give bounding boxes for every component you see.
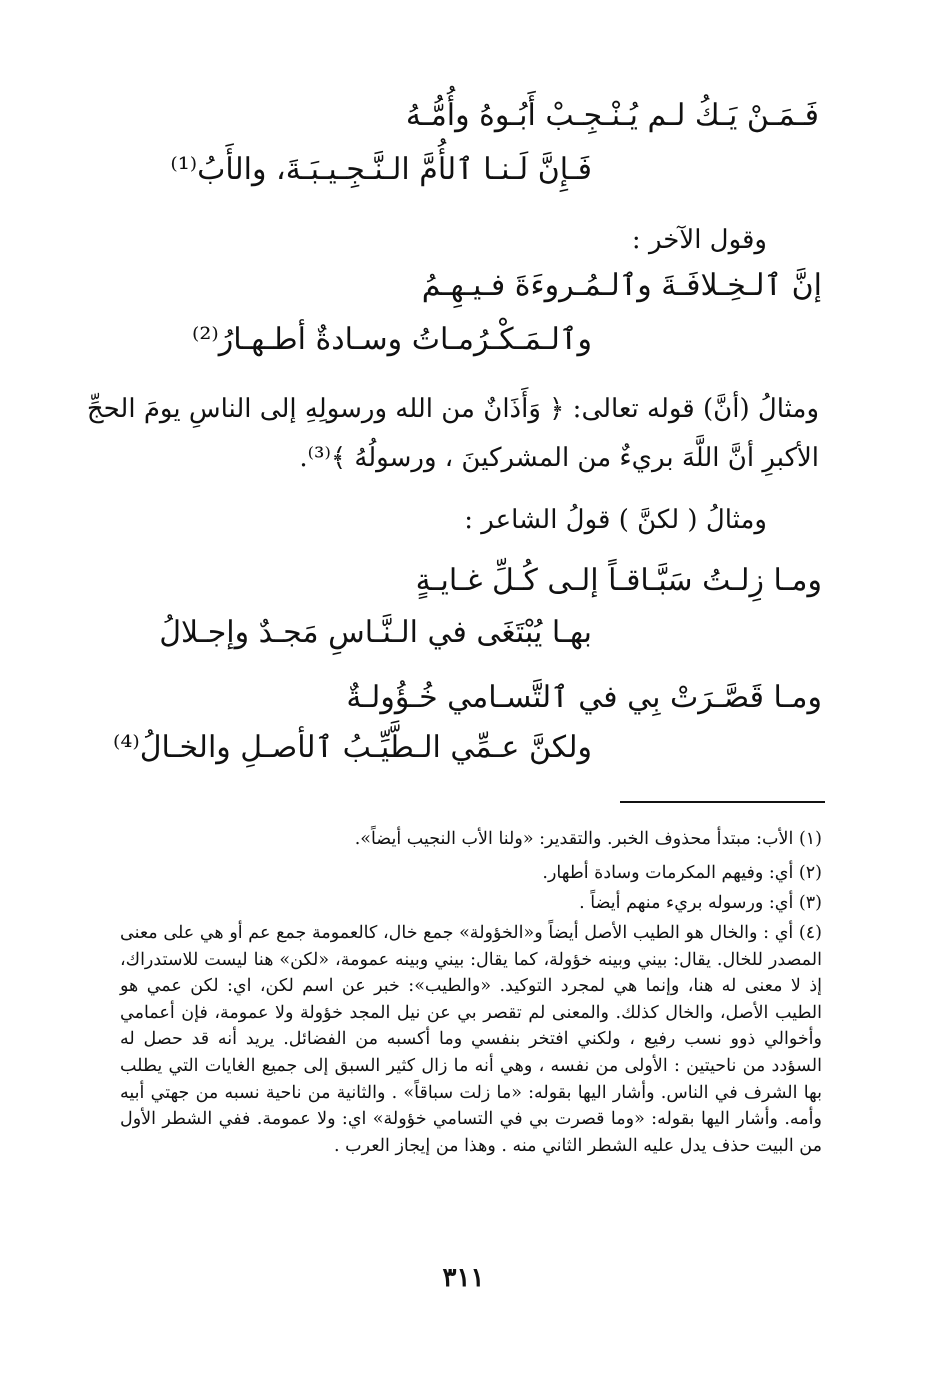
poem3-line4: ولكنَّ عـمِّي الـطَّيِّـبُ ٱلأصـلِ والخـالُ⁽⁴⁾ bbox=[112, 730, 592, 765]
poem1-line1: فَـمَـنْ يَـكُ لـم يُـنْـجِـبْ أَبُـوهُ وأُمُّـهُ bbox=[405, 98, 819, 133]
page-number: ٣١١ bbox=[442, 1263, 485, 1293]
poem3-line1: ومـا زِلـتُ سَبَّـاقـاً إلـى كُـلِّ غـايـةٍ bbox=[415, 563, 822, 598]
footnote-3: (٣) أي: ورسوله بريء منهم أيضاً . bbox=[579, 893, 822, 913]
example-anna-line1: ومثالُ (أنَّ) قوله تعالى: ﴿ وَأَذَانٌ من الله ورسولِهِ إلى الناسِ يومَ الحجِّ bbox=[86, 394, 819, 424]
footnote-separator bbox=[620, 801, 825, 803]
footnote-1: (١) الأب: مبتدأ محذوف الخبر. والتقدير: «ولنا الأب النجيب أيضاً». bbox=[354, 829, 822, 849]
poem2-line1: إنَّ ٱلـخِـلافَـةَ وٱلـمُـروءَةَ فـيـهِـمُ bbox=[421, 268, 822, 303]
intro-other-poet: وقول الآخر : bbox=[631, 225, 767, 255]
example-lakinna: ومثالُ ( لكنَّ ) قولُ الشاعر : bbox=[464, 505, 767, 535]
poem1-line2: فَـإِنَّ لَـنـا ٱلأُمَّ الـنَّـجِـيـبَـةَ، والأَبُ⁽¹⁾ bbox=[170, 152, 592, 187]
poem2-line2: وٱلـمَـكْـرُمـاتُ وسـادةٌ أطـهـارُ⁽²⁾ bbox=[191, 322, 592, 357]
example-anna-line2: الأكبرِ أنَّ اللَّهَ بريءٌ من المشركينَ ، ورسولُهُ ﴾⁽³⁾. bbox=[299, 443, 819, 473]
footnote-2: (٢) أي: وفيهم المكرمات وسادة أطهار. bbox=[542, 863, 822, 883]
footnote-4: (٤) أي : والخال هو الطيب الأصل أيضاً و«الخؤولة» جمع خال، كالعمومة جمع عم أو هي على معنى المصدر للخال. يقال: بيني وبينه خؤولة، كما يقال: بيني وبينه عمومة، «لكن» هنا ليست للاستدراك، إذ لا معنى له هنا، وإنما هي لمجرد التوكيد. «والطيب»: خبر عن اسم لكن، اي: لكن عمي هو الطيب الأصل، والخال كذلك. والمعنى لم تقصر بي عن نيل المجد خؤولة ولا عمومة، فإن أعمامي وأخوالي ذوو نسب رفيع ، ولكني افتخر بنفسي وما أكسبه من الفضائل. يريد أنه قد حصل له السؤدد من ناحيتين : الأولى من نفسه ، وهي أنه ما زال كثير السبق إلى جميع الغايات التي يطلب بها الشرف في الناس. وأشار اليها بقوله: «ما زلت سباقاً» . والثانية من ناحية نسبه من جهتي أبيه وأمه. وأشار اليها بقوله: «وما قصرت بي في التسامي خؤولة» اي: ولا عمومة. ففي الشطر الأول من البيت حذف يدل عليه الشطر الثاني منه . وهذا من إيجاز العرب . bbox=[120, 923, 822, 1156]
poem3-line3: ومـا قَصَّـرَتْ بِي في ٱلتَّسـامي خُـؤُولـةٌ bbox=[346, 680, 822, 715]
poem3-line2: بهـا يُبْتَغَى في الـنَّـاسِ مَجـدٌ وإجـلالُ bbox=[159, 615, 592, 650]
